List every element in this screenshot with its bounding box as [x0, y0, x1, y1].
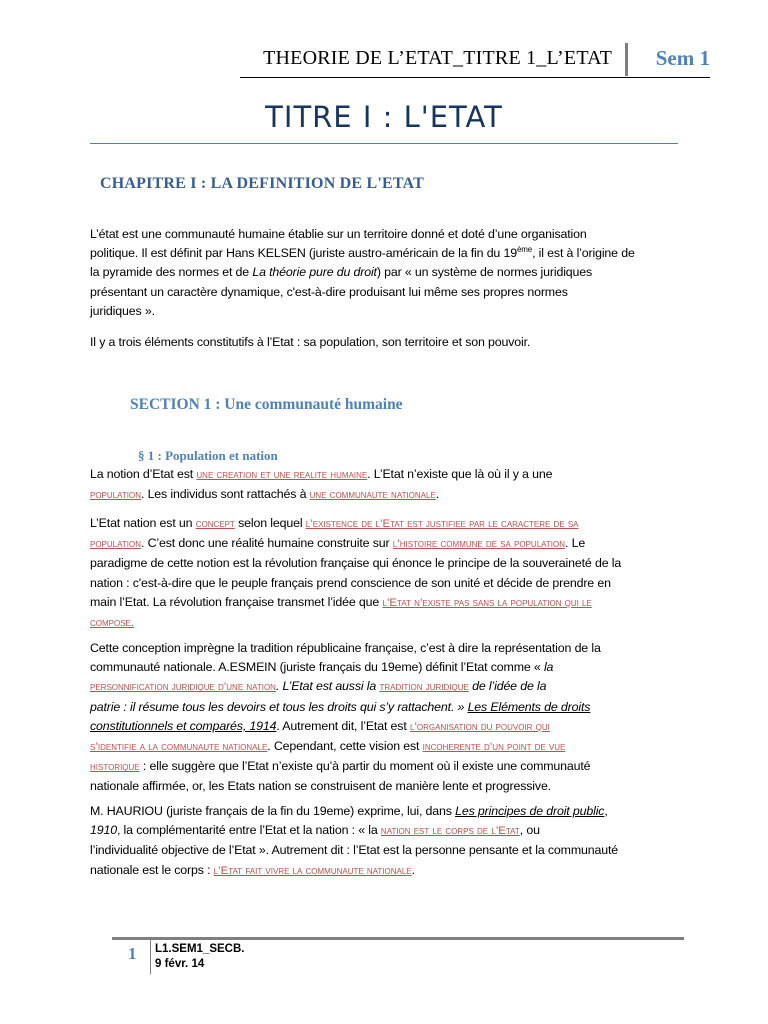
- hauriou-paragraph: M. HAURIOU (juriste français de la fin du 19eme) exprime, lui, dans Les principes de droit public, 1910, la complémentarité entre l’Etat et la nation : « la nation est le corps de l’Etat, ou l’individualité objective de l’Etat ». Autrement dit : l’Etat est la personne pensante et la communauté nationale est le corps : l’Etat fait vivre la communaute nationale.: [90, 804, 618, 877]
- intro-line: politique. Il est définit par Hans KELSEN (juriste austro-américain de la fin du 19ème, il est à l’origine de: [90, 245, 635, 261]
- underlined-term: l’Etat fait vivre la communaute nationale: [213, 864, 412, 877]
- citation: Les principes de droit public: [455, 804, 605, 818]
- population-paragraph: La notion d’Etat est une creation et une realite humaine. L’Etat n’existe que là où il y a une population. Les individus sont rattachés à une communaute nationale.: [90, 467, 553, 502]
- nation-paragraph: L’Etat nation est un concept selon lequel l’existence de l’Etat est justifiee par le caractere de sa population. C’est donc une réalité humaine construite sur l’histoire commune de sa population. Le paradigme de cette notion est la révolution française qui énonce le principe de la souveraineté de la nation : c'est-à-dire que le peuple français prend conscience de son unité et décide de prendre en main l’Etat. La révolution française transmet l’idée que l’Etat n’existe pas sans la population qui le compose.: [90, 516, 622, 630]
- footer-date: 9 févr. 14: [155, 958, 205, 970]
- footer-info: [155, 942, 244, 972]
- underlined-term: concept: [195, 518, 235, 530]
- underlined-term: l’Etat n’existe pas sans la population qui le: [382, 596, 592, 609]
- page-header: [240, 43, 710, 78]
- footer-code: L1.SEM1_SECB.: [155, 943, 245, 955]
- elements-paragraph: Il y a trois éléments constitutifs à l’Etat : sa population, son territoire et son pouvoir.: [90, 335, 531, 349]
- chapter-heading: CHAPITRE I : LA DEFINITION DE L'ETAT: [100, 175, 424, 192]
- underlined-term: incoherente d’un point de vue: [422, 741, 566, 754]
- underlined-term: une communaute nationale: [309, 489, 436, 502]
- intro-line: présentant un caractère dynamique, c'est-à-dire produisant lui même ses propres normes: [90, 284, 568, 299]
- footer-separator: [150, 940, 151, 974]
- header-title: THEORIE DE L’ETAT_TITRE 1_L’ETAT: [263, 47, 612, 69]
- intro-paragraph: [90, 225, 685, 321]
- underlined-term: population: [90, 489, 141, 502]
- page-number: 1: [128, 944, 137, 963]
- underlined-term: une creation et une realite humaine: [196, 469, 368, 481]
- underlined-term: nation est le corps de l’Etat: [380, 825, 520, 838]
- underlined-term: l’existence de l’Etat est justifiee par le caractere de sa: [305, 518, 579, 530]
- intro-line: L’état est une communauté humaine établie sur un territoire donné et doté d’une organisation: [90, 227, 587, 241]
- page-title: TITRE I : L'ETAT: [265, 100, 503, 134]
- underlined-term: historique: [90, 761, 140, 774]
- underlined-term: population: [90, 538, 141, 551]
- underlined-term: personnification juridique d’une nation: [90, 681, 276, 694]
- underlined-term: l’organisation du pouvoir qui: [409, 720, 550, 733]
- underlined-term: s’identifie a la communaute nationale: [90, 741, 268, 754]
- header-semester: Sem 1: [655, 46, 710, 70]
- header-separator: [625, 43, 628, 76]
- title-rule: [90, 143, 678, 144]
- citation: constitutionnels et comparés, 1914: [90, 718, 277, 733]
- citation: Les Eléments de droits: [467, 699, 591, 714]
- section-heading: SECTION 1 : Une communauté humaine: [130, 396, 403, 413]
- intro-line: juridiques ».: [90, 303, 155, 318]
- conception-paragraph: Cette conception imprègne la tradition républicaine française, c’est à dire la représentation de la communauté nationale. A.ESMEIN (juriste français du 19eme) définit l’Etat comme « la personnification juridique d’une nation. L’Etat est aussi la tradition juridique de l’idée de la patrie : il résume tous les devoirs et tous les droits qui s’y rattachent. » Les Eléments de droits constitutionnels et comparés, 1914. Autrement dit, l’Etat est l’organisation du pouvoir qui s’identifie a la communaute nationale. Cependant, cette vision est incoherente d’un point de vue historique : elle suggère que l’Etat n’existe qu’à partir du moment où il existe une communauté nationale affirmée, or, les Etats nation se construisent de manière lente et progressive.: [90, 641, 601, 794]
- footer-rule: [112, 937, 684, 940]
- intro-line: la pyramide des normes et de La théorie pure du droit) par « un système de normes juridiques: [90, 265, 593, 280]
- underlined-term: tradition juridique: [379, 681, 469, 694]
- underlined-term: compose.: [90, 617, 135, 630]
- underlined-term: l’histoire commune de sa population: [392, 538, 566, 551]
- paragraph-heading: § 1 : Population et nation: [138, 448, 278, 463]
